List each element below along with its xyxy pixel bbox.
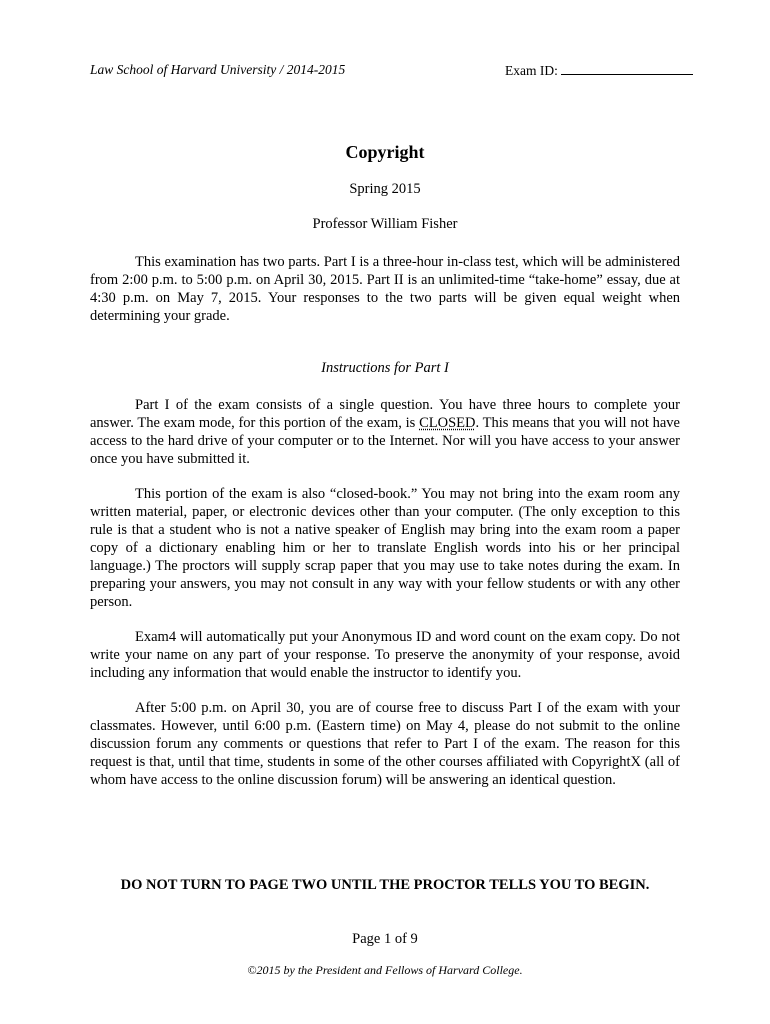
page-number: Page 1 of 9	[352, 931, 418, 947]
p1-text-after: . This means that you will not have access to the hard drive of your computer or to the Internet. Nor will you have access to your answer once you have submitted it.	[90, 415, 680, 467]
copyright-notice: ©2015 by the President and Fellows of Harvard College.	[247, 963, 523, 977]
professor-name: Professor William Fisher	[312, 216, 458, 232]
section-heading: Instructions for Part I	[321, 360, 449, 376]
header-exam-id	[505, 62, 693, 79]
document-title: Copyright	[345, 142, 425, 162]
paragraph-discussion: After 5:00 p.m. on April 30, you are of course free to discuss Part I of the exam with your classmates. However, until 6:00 p.m. (Eastern time) on May 4, please do not submit to the online discussion forum any comments or questions that refer to Part I of the exam. The reason for this request is that, until that time, students in some of the other courses affiliated with CopyrightX (all of whom have access to the online discussion forum) will be answering an identical question.	[90, 700, 680, 788]
p1-text-before: Part I of the exam consists of a single question. You have three hours to complete your answer. The exam mode, for this portion of the exam, is	[90, 397, 680, 431]
header-institution: Law School of Harvard University / 2014-2015	[90, 62, 346, 77]
paragraph-exam-mode	[90, 396, 680, 468]
paragraph-closed-book: This portion of the exam is also “closed-book.” You may not bring into the exam room any written material, paper, or electronic devices other than your computer. (The only exception to this rule is that a student who is not a native speaker of English may bring into the exam room a paper copy of a dictionary enabling him or her to translate English words into his or her principal language.) The proctors will supply scrap paper that you may use to take notes during the exam. In preparing your answers, you may not consult in any way with your fellow students or with any other person.	[90, 486, 680, 610]
exam-id-blank	[561, 62, 693, 75]
intro-paragraph: This examination has two parts. Part I is a three-hour in-class test, which will be administered from 2:00 p.m. to 5:00 p.m. on April 30, 2015. Part II is an unlimited-time “take-home” essay, due at 4:30 p.m. on May 7, 2015. Your responses to the two parts will be given equal weight when determining your grade.	[90, 254, 680, 324]
paragraph-anonymity: Exam4 will automatically put your Anonymous ID and word count on the exam copy. Do not write your name on any part of your response. To preserve the anonymity of your response, avoid including any information that would enable the instructor to identify you.	[90, 629, 680, 681]
proctor-warning: DO NOT TURN TO PAGE TWO UNTIL THE PROCTOR TELLS YOU TO BEGIN.	[120, 877, 650, 893]
closed-mode-word: CLOSED	[419, 415, 476, 431]
exam-term: Spring 2015	[349, 181, 421, 197]
exam-id-label: Exam ID:	[505, 63, 558, 78]
